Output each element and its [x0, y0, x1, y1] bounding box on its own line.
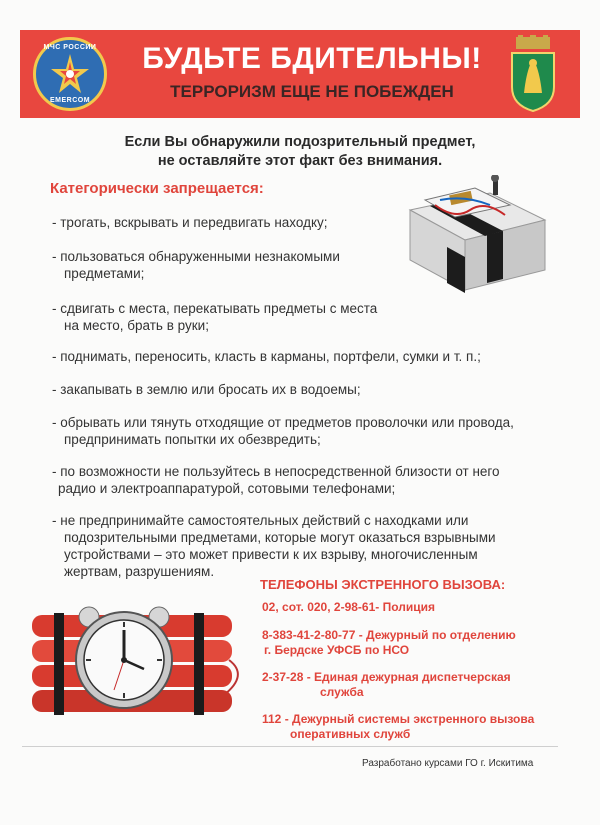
list-item — [52, 463, 500, 497]
list-item-text-cont: радио и электроаппаратурой, сотовыми телефонами; — [58, 481, 396, 496]
footer-credit: Разработано курсами ГО г. Искитима — [362, 758, 534, 769]
phone-entry-text-cont: г. Бердске УФСБ по НСО — [264, 643, 410, 657]
list-item-text: - поднимать, переносить, класть в карманы, портфели, сумки и т. п.; — [52, 349, 481, 364]
emblem-top-text: МЧС РОССИИ — [43, 44, 97, 51]
list-item-text: - пользоваться обнаруженными незнакомыми — [52, 249, 340, 264]
list-item-text-cont: предметами; — [64, 266, 145, 281]
list-item-text-cont: предпринимать попытки их обезвредить; — [64, 432, 321, 447]
list-item — [52, 300, 377, 334]
phone-entry — [262, 628, 516, 658]
dynamite-clock-icon — [24, 585, 254, 735]
list-item — [52, 248, 340, 282]
list-item — [52, 214, 328, 231]
forbidden-heading: Категорически запрещается: — [50, 180, 264, 197]
emblem-bottom-text: EMERCOM — [49, 97, 91, 104]
list-item-text-cont: жертвам, разрушениям. — [64, 564, 215, 579]
phone-entry-text: 02, сот. 020, 2-98-61- Полиция — [262, 600, 436, 614]
list-item — [52, 348, 481, 365]
header-banner — [20, 30, 580, 118]
list-item-text-cont: на место, брать в руки; — [64, 318, 209, 333]
list-item-text: - сдвигать с места, перекатывать предметы с места — [52, 301, 378, 316]
list-item-text: - обрывать или тянуть отходящие от предметов проволочки или провода, — [52, 415, 514, 430]
phone-entry-text: 8-383-41-2-80-77 - Дежурный по отделению — [262, 628, 516, 642]
intro-text — [20, 133, 580, 171]
list-item-text-cont: подозрительными предметами, которые могут оказаться взрывными — [64, 530, 496, 545]
phone-entry — [262, 712, 534, 742]
phone-entry-text-cont: оперативных служб — [290, 727, 411, 741]
list-item — [52, 381, 361, 398]
list-item-text: - не предпринимайте самостоятельных действий с находками или — [52, 513, 469, 528]
phone-entry-text: 2-37-28 - Единая дежурная диспетчерская — [262, 670, 511, 684]
list-item-text: - по возможности не пользуйтесь в непосредственной близости от него — [52, 464, 500, 479]
suspicious-device-icon — [395, 175, 565, 305]
phone-entry-text: 112 - Дежурный системы экстренного вызова — [262, 712, 535, 726]
list-item-text: - трогать, вскрывать и передвигать находку; — [52, 215, 328, 230]
phone-entry — [262, 670, 511, 700]
intro-line-1: Если Вы обнаружили подозрительный предмет, — [124, 134, 476, 150]
banner-title: БУДЬТЕ БДИТЕЛЬНЫ! — [142, 42, 482, 75]
phone-entry-text-cont: служба — [320, 685, 364, 699]
list-item-text: - закапывать в землю или бросать их в водоемы; — [52, 382, 361, 397]
banner-subtitle: ТЕРРОРИЗМ ЕЩЕ НЕ ПОБЕЖДЕН — [170, 82, 454, 101]
footer-divider — [22, 746, 558, 747]
mchs-emblem — [33, 37, 107, 111]
city-coat-of-arms-icon — [506, 35, 560, 113]
intro-line-2: не оставляйте этот факт без внимания. — [157, 153, 443, 169]
phone-entry — [262, 600, 435, 615]
phones-heading: ТЕЛЕФОНЫ ЭКСТРЕННОГО ВЫЗОВА: — [260, 577, 506, 592]
list-item — [52, 512, 496, 580]
list-item — [52, 414, 514, 448]
list-item-text-cont: устройствами – это может привести к их взрыву, многочисленным — [64, 547, 478, 562]
